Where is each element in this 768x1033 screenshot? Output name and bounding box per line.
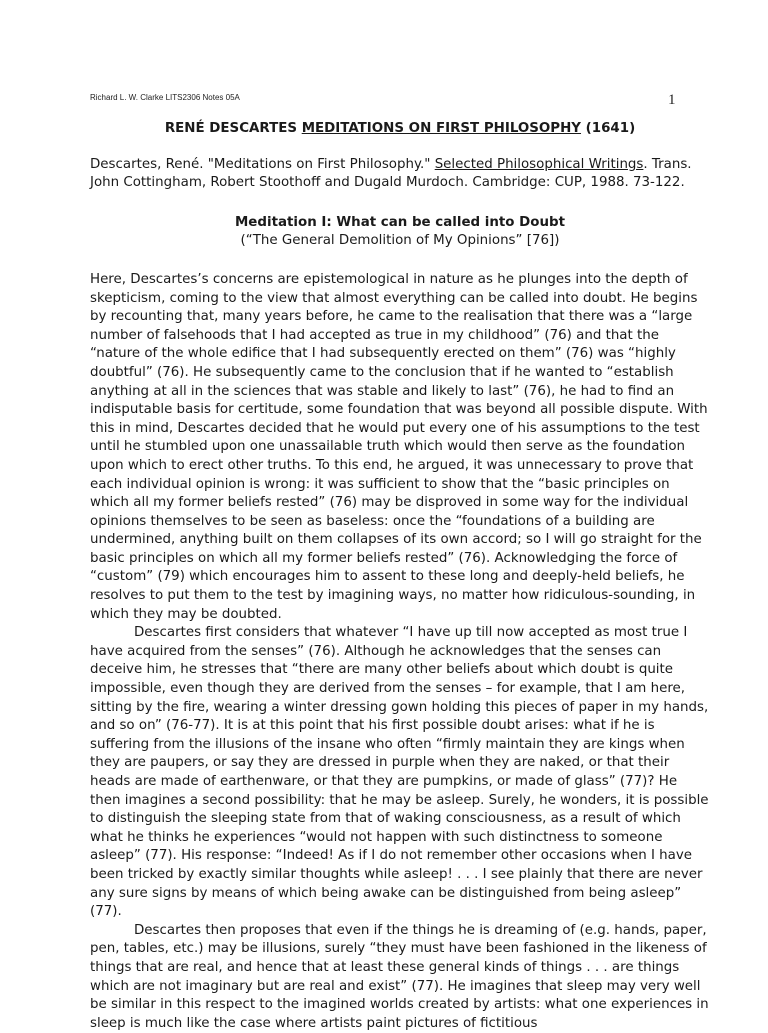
document-title xyxy=(90,120,710,139)
section-heading: Meditation I: What can be called into Doubt xyxy=(234,214,565,230)
running-head: Richard L. W. Clarke LITS2306 Notes 05A xyxy=(90,93,240,102)
citation-book-title: Selected Philosophical Writings xyxy=(434,156,644,172)
bibliographic-citation xyxy=(90,156,710,193)
title-work: MEDITATIONS ON FIRST PHILOSOPHY xyxy=(301,121,582,136)
document-body xyxy=(90,120,710,1033)
title-suffix: (1641) xyxy=(581,121,636,136)
body-paragraph: Descartes first considers that whatever “I have up till now accepted as most true I have acquired from the senses” (76). Although he acknowledges that the senses can deceive him, he stresses that “there are many other beliefs about which doubt is quite impossible, even though they are derived from the senses – for example, that I am here, sitting by the fire, wearing a winter dressing gown holding this pieces of paper in my hands, and so on” (76-77). It is at this point that his first possible doubt arises: what if he is suffering from the illusions of the insane who often “firmly maintain they are kings when they are paupers, or say they are dressed in purple when they are naked, or that their heads are made of earthenware, or that they are pumpkins, or made of glass” (77)? He then imagines a second possibility: that he may be asleep. Surely, he wonders, it is possible to distinguish the sleeping state from that of waking consciousness, as a result of which what he thinks he experiences “would not happen with such distinctness to someone asleep” (77). His response: “Indeed! As if I do not remember other occasions when I have been tricked by exactly similar thoughts while asleep! . . . I see plainly that there are never any sure signs by means of which being awake can be distinguished from being asleep” (77). xyxy=(90,625,709,920)
title-prefix: RENÉ DESCARTES xyxy=(164,121,302,136)
body-paragraph: Here, Descartes’s concerns are epistemological in nature as he plunges into the depth of skepticism, coming to the view that almost everything can be called into doubt. He begins by recounting that, many years before, he came to the realisation that there was a “large number of falsehoods that I had accepted as true in my childhood” (76) and that the “nature of the whole edifice that I had subsequently erected on them” (76) was “highly doubtful” (76). He subsequently came to the conclusion that if he wanted to “establish anything at all in the sciences that was stable and likely to last” (76), he had to find an indisputable basis for certitude, some foundation that was beyond all possible dispute. With this in mind, Descartes decided that he would put every one of his assumptions to the test until he stumbled upon one unassailable truth which would then serve as the foundation upon which to erect other truths. To this end, he argued, it was unnecessary to prove that each individual opinion is wrong: it was sufficient to show that the “basic principles on which all my former beliefs rested” (76) may be disproved in some way for the individual opinions themselves to be seen as baseless: once the “foundations of a building are undermined, anything built on them collapses of its own accord; so I will go straight for the basic principles on which all my former beliefs rested” (76). Acknowledging the force of “custom” (79) which encourages him to assent to these long and deeply-held beliefs, he resolves to put them to the test by imagining ways, no matter how ridiculous-sounding, in which they may be doubted. xyxy=(90,271,708,622)
citation-before: Descartes, René. "Meditations on First Philosophy." xyxy=(90,156,435,172)
page-number: 1 xyxy=(668,92,676,108)
citation-after: . Trans. John Cottingham, Robert Stoothoff and Dugald Murdoch. Cambridge: CUP, 1988. 73-122. xyxy=(90,156,692,191)
body-paragraph: Descartes then proposes that even if the things he is dreaming of (e.g. hands, paper, pen, tables, etc.) may be illusions, surely “they must have been fashioned in the likeness of things that are real, and hence that at least these general kinds of things . . . are things which are not imaginary but are real and exist” (77). He imagines that sleep may very well be similar in this respect to the imagined worlds created by artists: what one experiences in sleep is much like the case where artists paint pictures of fictitious xyxy=(90,922,709,1031)
section-subheading: (“The General Demolition of My Opinions” [76]) xyxy=(240,233,560,249)
